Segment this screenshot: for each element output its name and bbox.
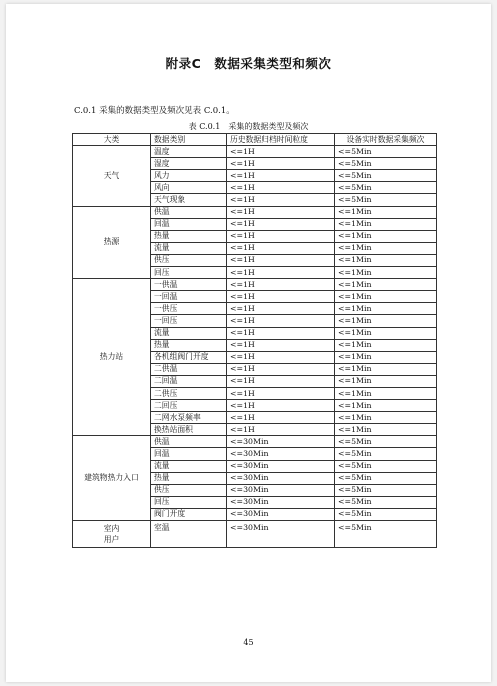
realtime-frequency-cell: <=5Min [335,436,437,448]
category-cell: 建筑物热力入口 [73,436,151,521]
data-type-cell: 回压 [151,267,227,279]
archive-granularity-cell: <=1H [227,424,335,436]
archive-granularity-cell: <=1H [227,206,335,218]
archive-granularity-cell: <=1H [227,170,335,182]
archive-granularity-cell: <=1H [227,375,335,387]
data-type-cell: 一供温 [151,279,227,291]
realtime-frequency-cell: <=1Min [335,424,437,436]
data-type-cell: 热量 [151,472,227,484]
realtime-frequency-cell: <=1Min [335,327,437,339]
archive-granularity-cell: <=1H [227,182,335,194]
archive-granularity-cell: <=1H [227,230,335,242]
archive-granularity-cell: <=30Min [227,484,335,496]
data-type-cell: 流量 [151,327,227,339]
realtime-frequency-cell: <=1Min [335,254,437,266]
data-type-cell: 一回压 [151,315,227,327]
data-type-cell: 二供压 [151,387,227,399]
archive-granularity-cell: <=30Min [227,508,335,520]
data-type-cell: 流量 [151,242,227,254]
realtime-frequency-cell: <=5Min [335,182,437,194]
table-header-row [73,134,437,146]
archive-granularity-cell: <=1H [227,327,335,339]
realtime-frequency-cell: <=1Min [335,315,437,327]
data-type-cell: 供温 [151,206,227,218]
category-cell: 天气 [73,146,151,206]
archive-granularity-cell: <=1H [227,254,335,266]
realtime-frequency-cell: <=5Min [335,460,437,472]
archive-granularity-cell: <=1H [227,291,335,303]
realtime-frequency-cell: <=1Min [335,230,437,242]
data-type-cell: 二回压 [151,400,227,412]
realtime-frequency-cell: <=1Min [335,351,437,363]
category-cell: 热力站 [73,279,151,436]
data-type-cell: 温度 [151,146,227,158]
realtime-frequency-cell: <=1Min [335,412,437,424]
realtime-frequency-cell: <=1Min [335,279,437,291]
realtime-frequency-cell: <=1Min [335,400,437,412]
data-type-cell: 天气现象 [151,194,227,206]
header-archive-granularity: 历史数据归档时间粒度 [227,134,335,146]
data-type-cell: 二回温 [151,375,227,387]
realtime-frequency-cell: <=1Min [335,291,437,303]
archive-granularity-cell: <=30Min [227,496,335,508]
intro-paragraph: C.0.1 采集的数据类型及频次见表 C.0.1。 [74,106,235,116]
realtime-frequency-cell: <=5Min [335,496,437,508]
archive-granularity-cell: <=1H [227,400,335,412]
data-type-cell: 热量 [151,230,227,242]
table-row [73,521,437,548]
data-type-cell: 阀门开度 [151,508,227,520]
realtime-frequency-cell: <=1Min [335,375,437,387]
archive-granularity-cell: <=1H [227,279,335,291]
realtime-frequency-cell: <=5Min [335,448,437,460]
data-type-cell: 供压 [151,484,227,496]
realtime-frequency-cell: <=1Min [335,303,437,315]
data-type-cell: 二网水泵频率 [151,412,227,424]
realtime-frequency-cell: <=5Min [335,484,437,496]
data-type-cell: 换热站面积 [151,424,227,436]
data-type-cell: 供压 [151,254,227,266]
realtime-frequency-cell: <=5Min [335,170,437,182]
archive-granularity-cell: <=1H [227,146,335,158]
realtime-frequency-cell: <=5Min [335,194,437,206]
appendix-title: 附录C 数据采集类型和频次 [165,56,332,71]
data-type-cell: 二供温 [151,363,227,375]
data-type-cell: 供温 [151,436,227,448]
realtime-frequency-cell: <=5Min [335,146,437,158]
archive-granularity-cell: <=1H [227,412,335,424]
data-collection-table [72,133,437,548]
table-caption: 表 C.0.1 采集的数据类型及频次 [188,122,309,131]
archive-granularity-cell: <=30Min [227,521,335,548]
realtime-frequency-cell: <=5Min [335,521,437,548]
data-type-cell: 回温 [151,448,227,460]
archive-granularity-cell: <=1H [227,194,335,206]
archive-granularity-cell: <=1H [227,387,335,399]
data-type-cell: 风向 [151,182,227,194]
data-type-cell: 流量 [151,460,227,472]
archive-granularity-cell: <=30Min [227,460,335,472]
data-type-cell: 各机组阀门开度 [151,351,227,363]
data-type-cell: 回温 [151,218,227,230]
header-realtime-frequency: 设备实时数据采集频次 [335,134,437,146]
realtime-frequency-cell: <=5Min [335,472,437,484]
realtime-frequency-cell: <=1Min [335,267,437,279]
data-type-cell: 回压 [151,496,227,508]
table-row [73,279,437,291]
realtime-frequency-cell: <=1Min [335,387,437,399]
archive-granularity-cell: <=1H [227,363,335,375]
data-type-cell: 热量 [151,339,227,351]
archive-granularity-cell: <=1H [227,303,335,315]
category-cell: 热源 [73,206,151,279]
realtime-frequency-cell: <=5Min [335,158,437,170]
archive-granularity-cell: <=1H [227,339,335,351]
realtime-frequency-cell: <=1Min [335,363,437,375]
header-data-type: 数据类别 [151,134,227,146]
archive-granularity-cell: <=1H [227,267,335,279]
archive-granularity-cell: <=30Min [227,436,335,448]
realtime-frequency-cell: <=1Min [335,218,437,230]
data-type-cell: 一供压 [151,303,227,315]
realtime-frequency-cell: <=1Min [335,242,437,254]
archive-granularity-cell: <=1H [227,158,335,170]
table-body [73,146,437,548]
data-type-cell: 一回温 [151,291,227,303]
realtime-frequency-cell: <=1Min [335,339,437,351]
header-category: 大类 [73,134,151,146]
archive-granularity-cell: <=1H [227,242,335,254]
page-number: 45 [243,638,254,647]
data-type-cell: 风力 [151,170,227,182]
table-row [73,146,437,158]
document-page [6,4,491,682]
table-row [73,206,437,218]
archive-granularity-cell: <=1H [227,351,335,363]
archive-granularity-cell: <=30Min [227,448,335,460]
archive-granularity-cell: <=1H [227,315,335,327]
table-row [73,436,437,448]
realtime-frequency-cell: <=5Min [335,508,437,520]
data-type-cell: 湿度 [151,158,227,170]
category-cell: 室内 用户 [73,521,151,548]
data-type-cell: 室温 [151,521,227,548]
archive-granularity-cell: <=30Min [227,472,335,484]
realtime-frequency-cell: <=1Min [335,206,437,218]
archive-granularity-cell: <=1H [227,218,335,230]
